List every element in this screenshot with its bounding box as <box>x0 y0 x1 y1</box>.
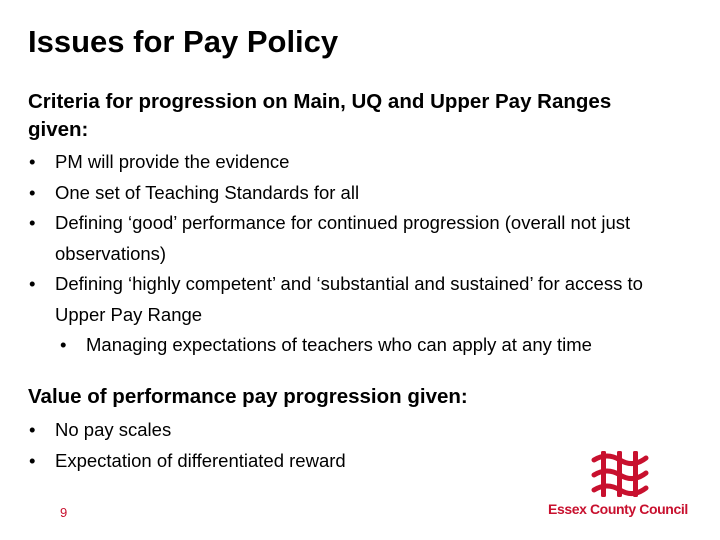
list-item: • No pay scales <box>28 415 668 446</box>
progression-criteria-list <box>28 147 688 361</box>
list-item: • Defining ‘highly competent’ and ‘substantial and sustained’ for access to Upper Pay Range <box>28 269 688 330</box>
list-item: • Defining ‘good’ performance for continued progression (overall not just observations) <box>28 208 688 269</box>
slide-title: Issues for Pay Policy <box>28 24 339 59</box>
essex-county-council-logo <box>548 448 692 524</box>
logo-wordmark: Essex County Council <box>548 501 688 517</box>
list-item: • Expectation of differentiated reward <box>28 446 668 477</box>
list-item: • PM will provide the evidence <box>28 147 688 178</box>
section-heading-progression-criteria: Criteria for progression on Main, UQ and Upper Pay Ranges given: <box>28 90 612 141</box>
sub-list-item: • Managing expectations of teachers who can apply at any time <box>28 330 688 361</box>
section-heading-performance-pay: Value of performance pay progression given: <box>28 385 468 408</box>
page-number: 9 <box>60 505 68 520</box>
list-item: • One set of Teaching Standards for all <box>28 178 688 209</box>
three-seaxes-crest-icon <box>590 448 650 500</box>
